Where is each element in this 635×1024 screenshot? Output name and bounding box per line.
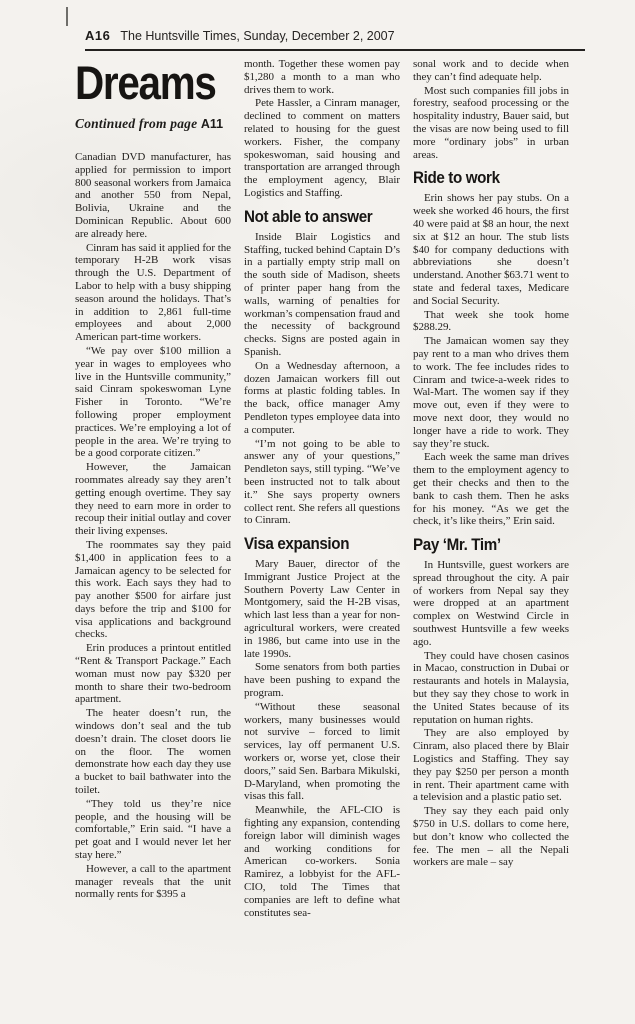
column-2 [244,58,400,1010]
section-subhead: Ride to work [413,169,500,188]
article-paragraph: Pete Hassler, a Cinram manager, declined to comment on matters related to housing for the guest workers. Fisher, the company spokeswoman, said housing and transportation are arranged through the employment agency, Blair Logistics and Staffing. [244,97,400,199]
article-paragraph: They could have chosen casinos in Macao, construction in Dubai or restaurants and hotels in Malaysia, but they say they chose to work in the United States because of its reputation on human rights. [413,649,569,726]
article-paragraph: In Huntsville, guest workers are spread throughout the city. A pair of workers from Nepal say they were dropped at an apartment complex on Westwind Circle in southwest Huntsville a few weeks ago. [413,559,569,648]
column-3 [413,58,569,1010]
article-paragraph: month. Together these women pay $1,280 a month to a man who drives them to work. [244,58,400,96]
article-paragraph: However, the Jamaican roommates already say they aren’t getting enough overtime. They say they need to earn more in order to recoup their initial outlay and cover their living expenses. [75,461,231,538]
article-paragraph: Erin shows her pay stubs. On a week she worked 46 hours, the first 40 were paid at $8 an hour, the next six at $12 an hour. The stub lists $40 for company deductions with abbreviations she doesn’t understand. Another $63.71 went to state and federal taxes, Medicare and Social Security. [413,192,569,307]
article-paragraph: Erin produces a printout entitled “Rent & Transport Package.” Each woman must now pay $320 per month to share their two-bedroom apartment. [75,642,231,706]
column-1-text [75,151,231,901]
article-paragraph: “I’m not going to be able to answer any of your questions,” Pendleton says, still typing. “We’ve been instructed not to talk about it.” She says property owners collect rent. She refers all questions to Cinram. [244,437,400,527]
article-paragraph: They are also employed by Cinram, also placed there by Blair Logistics and Staffing. They say they pay $250 per person a month in rent. Their apartment came with a television and a plastic patio set. [413,727,569,804]
article-paragraph: The heater doesn’t run, the windows don’t seal and the tub doesn’t drain. The closet doors lie on the floor. The women demonstrate how each day they use a bucket to bail bathwater into the toilet. [75,707,231,797]
page-header [85,28,587,50]
article-paragraph: Cinram has said it applied for the temporary H-2B work visas through the U.S. Department of Labor to help with a busy shipping season around the holidays. That’s in addition to 2,861 full-time employees and about 2,000 American part-time workers. [75,241,231,344]
crop-mark [66,7,68,26]
page-number: A16 [85,28,111,43]
article-paragraph: Most such companies fill jobs in forestry, seafood processing or the hospitality industry, Bauer said, but the visas are now being used to fill more “ordinary jobs” in urban areas. [413,84,569,161]
article-paragraph: Some senators from both parties have been pushing to expand the program. [244,661,400,700]
section-subhead: Not able to answer [244,207,373,226]
article-body [75,58,569,1010]
article-paragraph: Mary Bauer, director of the Immigrant Justice Project at the Southern Poverty Law Center in Montgomery, said the H-2B visas, which last less than a year for non-agricultural workers, were created in 1986, but came into use in the late 1990s. [244,558,400,660]
header-rule [85,49,585,51]
article-paragraph: Canadian DVD manufacturer, has applied for permission to import 800 seasonal workers from Jamaica and another 550 from Nepal, Bolivia, Ukraine and the Dominican Republic. About 600 are already here. [75,151,231,240]
article-paragraph: sonal work and to decide when they can’t find adequate help. [413,58,569,83]
article-paragraph: “Without these seasonal workers, many businesses would not survive – forced to limit services, lay off permanent U.S. workers or, worse yet, close their doors,” said Sen. Barbara Mikulski, D-Maryland, when promoting the visas this fall. [244,700,400,803]
masthead-title: The Huntsville Times, Sunday, December 2, 2007 [120,29,395,43]
continuation-page-ref: A11 [200,117,224,131]
article-paragraph: That week she took home $288.29. [413,308,569,334]
article-paragraph: The Jamaican women say they pay rent to a man who drives them to work. The fee includes rides to Cinram and twice-a-week rides to Wal-Mart. The women say if they move out, even if they were to move next door, they would no longer have a ride to work. They say they’re stuck. [413,335,569,450]
article-paragraph: Meanwhile, the AFL-CIO is fighting any expansion, contending foreign labor will diminish wages and working conditions for American co-workers. Sonia Ramirez, a lobbyist for the AFL-CIO, told The Times that companies are left to define what constitutes sea- [244,804,400,919]
continuation-note [75,116,231,142]
article-paragraph: “They told us they’re nice people, and the housing will be comfortable,” Erin said. “I have a pet goat and I would never let her stay here.” [75,797,231,862]
column-2-text [244,58,400,919]
column-3-text [413,58,569,869]
article-paragraph: They say they each paid only $750 in U.S. dollars to come here, but don’t know who collected the fee. The men – all the Nepali workers are male – say [413,805,569,869]
article-paragraph: “We pay over $100 million a year in wages to employees who live in the Huntsville community,” said Cinram spokeswoman Lyne Fisher in Toronto. “We’re following proper employment practices. We’re employing a lot of people in the area. We’re trying to be a good corporate citizen.” [75,344,231,460]
section-subhead: Pay ‘Mr. Tim’ [413,536,501,555]
article-paragraph: Inside Blair Logistics and Staffing, tucked behind Captain D’s in a partially empty strip mall on the south side of Madison, sheets of printer paper hang from the walls, warning of penalties for workman’s compensation fraud and the necessity of background checks. Signs are posted again in Spanish. [244,230,400,358]
section-subhead: Visa expansion [244,535,350,554]
column-1 [75,58,231,1010]
article-paragraph: Each week the same man drives them to the employment agency to get their checks and then to the bank to cash them. Then he asks for his money. “As we get the check, it’s like theirs,” Erin said. [413,451,569,528]
article-paragraph: On a Wednesday afternoon, a dozen Jamaican workers fill out forms at plastic folding tables. In the back, office manager Amy Pendleton types employee data into a computer. [244,359,400,436]
continuation-prefix: Continued from page [75,116,201,131]
article-paragraph: The roommates say they paid $1,400 in application fees to a Jamaican agency to be selected for this work. Each says they had to pay another $500 for airfare just days before the trip and $100 for visa applications and background checks. [75,538,231,641]
article-paragraph: However, a call to the apartment manager reveals that the unit normally rents for $395 a [75,862,231,901]
article-title: Dreams [75,58,216,109]
